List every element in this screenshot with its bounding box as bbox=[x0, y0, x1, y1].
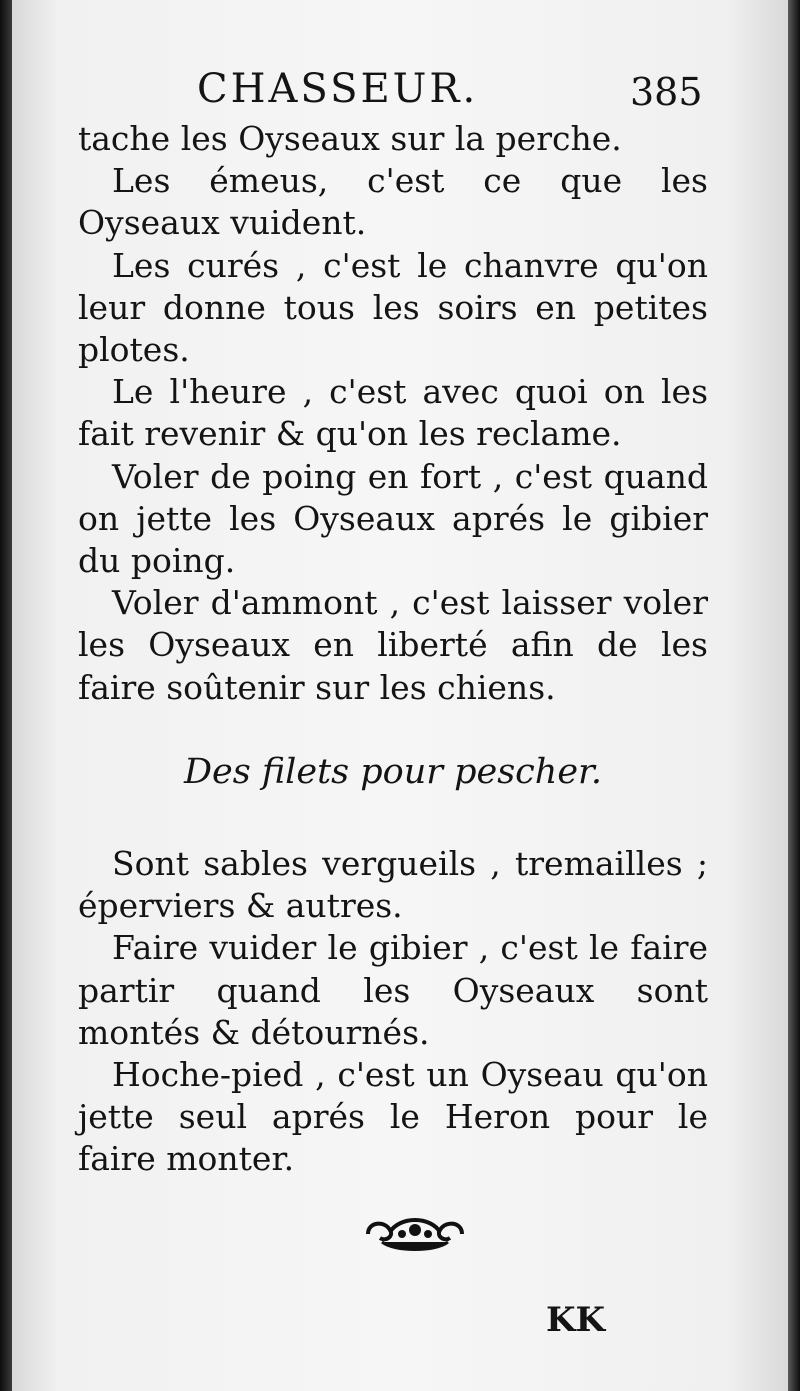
page-number: 385 bbox=[630, 70, 703, 114]
paragraph: Voler d'ammont , c'est laisser voler les Oyseaux en liberté afin de les faire soûtenir sur les chiens. bbox=[78, 583, 708, 707]
book-edge-shadow bbox=[788, 0, 800, 1391]
page-body bbox=[78, 118, 708, 1181]
paragraph: Hoche-pied , c'est un Oyseau qu'on jette seul aprés le Heron pour le faire monter. bbox=[78, 1055, 708, 1179]
fleuron-ornament-icon bbox=[360, 1212, 470, 1252]
paragraph: Voler de poing en fort , c'est quand on jette les Oyseaux aprés le gibier du poing. bbox=[78, 456, 708, 581]
paragraph: Le l'heure , c'est avec quoi on les fait revenir & qu'on les reclame. bbox=[78, 372, 708, 454]
paragraph: Les curés , c'est le chanvre qu'on leur donne tous les soirs en petites plotes. bbox=[78, 245, 708, 370]
book-page bbox=[12, 0, 788, 1391]
paragraph: Faire vuider le gibier , c'est le faire partir quand les Oyseaux sont montés & détournés. bbox=[78, 928, 708, 1052]
paragraph: Sont sables vergueils , tremailles ; éperviers & autres. bbox=[78, 844, 708, 926]
book-gutter-shadow bbox=[0, 0, 12, 1391]
running-head: CHASSEUR. bbox=[197, 66, 479, 112]
paragraph: Les émeus, c'est ce que les Oyseaux vuident. bbox=[78, 161, 708, 243]
paragraph: tache les Oyseaux sur la perche. bbox=[78, 119, 622, 158]
section-title: Des filets pour pescher. bbox=[183, 751, 603, 792]
signature-mark: KK bbox=[546, 1300, 606, 1340]
